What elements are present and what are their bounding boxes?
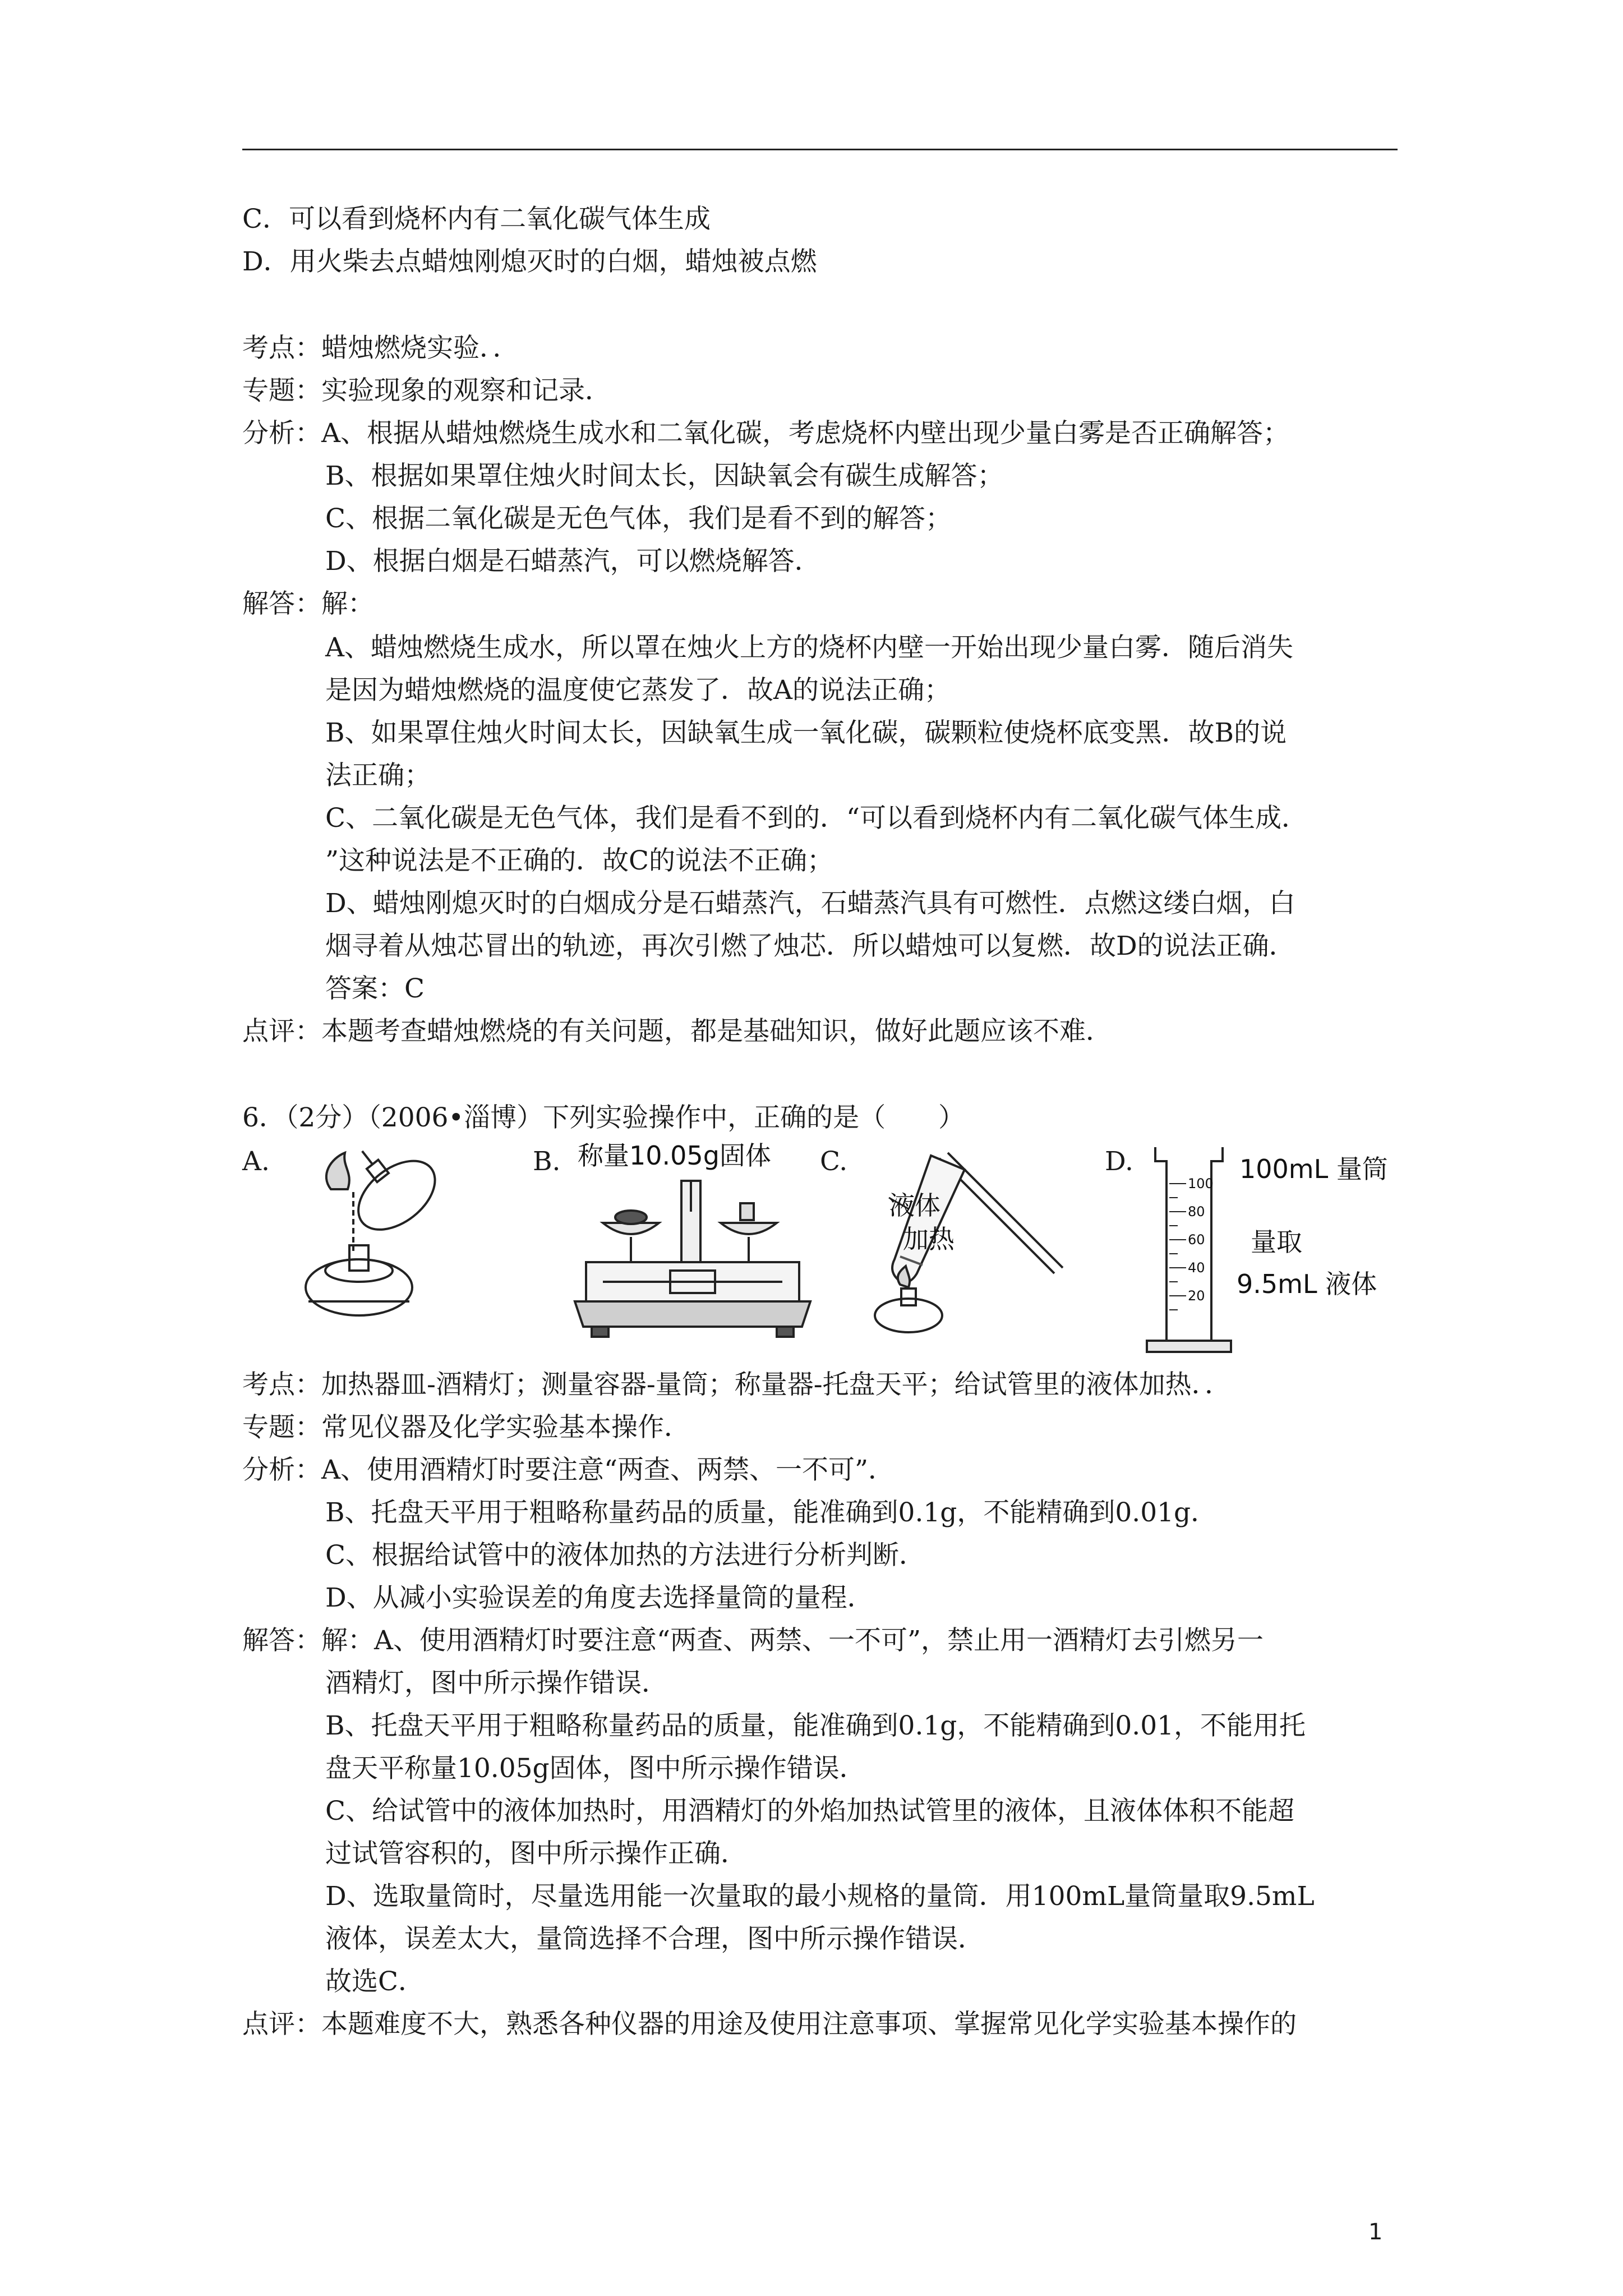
q6-stem: 6．（2分）（2006•淄博）下列实验操作中，正确的是（ ） [242, 1102, 965, 1133]
figure-a-alcohol-lamps [292, 1136, 460, 1327]
option-c-text: C．可以看到烧杯内有二氧化碳气体生成 [242, 204, 711, 234]
page-number: 1 [1368, 2219, 1383, 2245]
q5-jieda-2: B、如果罩住烛火时间太长，因缺氧生成一氧化碳，碳颗粒使烧杯底变黑．故B的说 [325, 717, 1287, 748]
q5-jieda-8: 答案：C [325, 973, 425, 1004]
option-d-text: D．用火柴去点蜡烛刚熄灭时的白烟，蜡烛被点燃 [242, 246, 817, 277]
q6-fenxi-0: 分析：A、使用酒精灯时要注意“两查、两禁、一不可”． [242, 1455, 895, 1485]
q5-fenxi-2: C、根据二氧化碳是无色气体，我们是看不到的解答； [325, 503, 952, 534]
q5-jieda-1: 是因为蜡烛燃烧的温度使它蒸发了．故A的说法正确； [325, 675, 951, 706]
q5-jieda-7: 烟寻着从烛芯冒出的轨迹，再次引燃了烛芯．所以蜡烛可以复燃．故D的说法正确． [325, 931, 1295, 961]
tick-label-40: 40 [1188, 1260, 1205, 1276]
tick-label-80: 80 [1188, 1204, 1205, 1220]
q6-jieda-1: B、托盘天平用于粗略称量药品的质量，能准确到0.1g，不能精确到0.01，不能用托 [325, 1710, 1306, 1741]
q6-option-b-letter: B. [533, 1146, 561, 1177]
q6-option-a-letter: A. [242, 1146, 270, 1177]
q5-jieda-3: 法正确； [325, 760, 431, 791]
q6-jieda-2: 盘天平称量10.05g固体，图中所示操作错误． [325, 1753, 866, 1784]
q6-dianping: 点评：本题难度不大，熟悉各种仪器的用途及使用注意事项、掌握常见化学实验基本操作的 [242, 2009, 1297, 2040]
q6-jieda-6: 液体，误差太大，量筒选择不合理，图中所示操作错误． [325, 1924, 984, 1954]
figure-c-label-line2: 加热 [903, 1224, 955, 1254]
q5-fenxi-1: B、根据如果罩住烛火时间太长，因缺氧会有碳生成解答； [325, 461, 1004, 491]
q5-jieda-0: A、蜡烛燃烧生成水，所以罩在烛火上方的烧杯内壁一开始出现少量白雾．随后消失 [325, 632, 1293, 663]
q6-option-c-letter: C. [820, 1146, 848, 1177]
q6-option-d-letter: D. [1105, 1146, 1133, 1177]
header-rule [242, 149, 1398, 150]
q5-dianping: 点评：本题考查蜡烛燃烧的有关问题，都是基础知识，做好此题应该不难． [242, 1016, 1112, 1047]
q6-zhuanti: 专题：常见仪器及化学实验基本操作． [242, 1412, 690, 1443]
q5-jieda-6: D、蜡烛刚熄灭时的白烟成分是石蜡蒸汽，石蜡蒸汽具有可燃性．点燃这缕白烟，白 [325, 888, 1295, 919]
q5-jieda-4: C、二氧化碳是无色气体，我们是看不到的．“可以看到烧杯内有二氧化碳气体生成． [325, 803, 1308, 834]
q6-fenxi-2: C、根据给试管中的液体加热的方法进行分析判断． [325, 1540, 925, 1571]
tick-label-60: 60 [1188, 1232, 1205, 1248]
q5-jieda-5: ”这种说法是不正确的．故C的说法不正确； [325, 845, 833, 876]
q5-fenxi-0: 分析：A、根据从蜡烛燃烧生成水和二氧化碳，考虑烧杯内壁出现少量白雾是否正确解答； [242, 418, 1289, 449]
q6-fenxi-3: D、从减小实验误差的角度去选择量筒的量程． [325, 1582, 874, 1613]
q6-jieda-5: D、选取量筒时，尽量选用能一次量取的最小规格的量筒．用100mL量筒量取9.5mL [325, 1881, 1315, 1912]
q6-kaodian: 考点：加热器皿-酒精灯；测量容器-量筒；称量器-托盘天平；给试管里的液体加热．． [242, 1369, 1232, 1400]
figure-c-test-tube-heating [855, 1136, 1068, 1338]
q5-zhuanti: 专题：实验现象的观察和记录． [242, 375, 611, 406]
figure-b-title: 称量10.05g固体 [578, 1140, 771, 1171]
q6-jieda-0: 酒精灯，图中所示操作错误． [325, 1668, 668, 1699]
figure-d-title: 100mL 量筒 [1239, 1154, 1388, 1184]
q5-jieda-head: 解答：解： [242, 588, 374, 619]
q5-kaodian: 考点：蜡烛燃烧实验．． [242, 333, 519, 364]
tick-label-100: 100 [1188, 1176, 1214, 1191]
figure-d-label-line2: 9.5mL 液体 [1237, 1269, 1377, 1299]
figure-c-label-line1: 液体 [889, 1190, 940, 1221]
q6-jieda-3: C、给试管中的液体加热时，用酒精灯的外焰加热试管里的液体，且液体体积不能超 [325, 1796, 1294, 1826]
q6-jieda-7: 故选C． [325, 1966, 425, 1997]
q5-fenxi-3: D、根据白烟是石蜡蒸汽，可以燃烧解答． [325, 546, 821, 577]
q6-jieda-first: 解答：解：A、使用酒精灯时要注意“两查、两禁、一不可”，禁止用一酒精灯去引燃另一 [242, 1625, 1264, 1656]
q6-jieda-4: 过试管容积的，图中所示操作正确． [325, 1838, 747, 1869]
figure-d-label-line1: 量取 [1251, 1227, 1302, 1257]
figure-d-graduated-cylinder [1144, 1139, 1391, 1358]
tick-label-20: 20 [1188, 1288, 1205, 1304]
figure-b-balance [569, 1133, 816, 1352]
q6-fenxi-1: B、托盘天平用于粗略称量药品的质量，能准确到0.1g，不能精确到0.01g． [325, 1497, 1218, 1528]
